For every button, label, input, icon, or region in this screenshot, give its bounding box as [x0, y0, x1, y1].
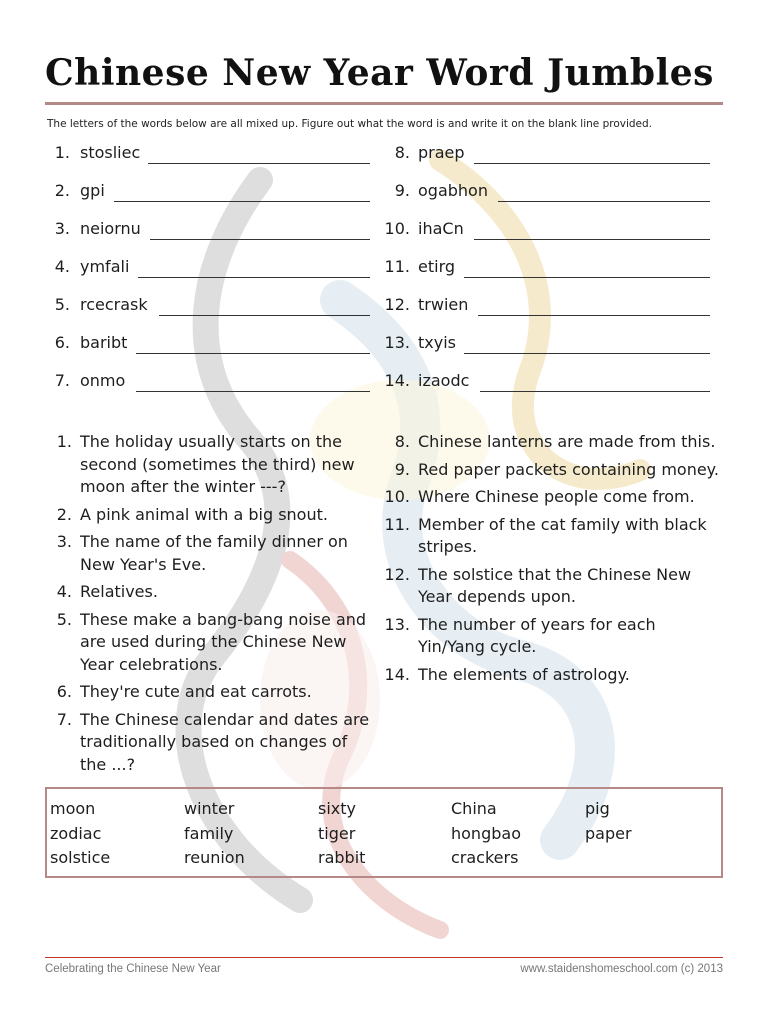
- clue-item: [384, 664, 724, 687]
- jumble-number: 4.: [54, 257, 70, 276]
- word-bank-word: rabbit: [318, 848, 366, 867]
- word-bank-word: moon: [50, 799, 96, 818]
- clue-number: 6.: [56, 682, 72, 701]
- word-bank-word: tiger: [318, 823, 356, 843]
- word-bank-word: zodiac: [50, 823, 102, 843]
- answer-blank[interactable]: [480, 391, 710, 392]
- clue-number: 13.: [384, 614, 410, 634]
- clue-number: 8.: [394, 432, 410, 451]
- jumble-number: 9.: [394, 181, 410, 200]
- word-bank-word: China: [451, 799, 497, 818]
- clue-number: 14.: [384, 664, 410, 684]
- jumble-word: baribt: [80, 333, 128, 352]
- answer-blank[interactable]: [464, 277, 710, 278]
- clue-text: Chinese lanterns are made from this.: [418, 432, 716, 451]
- word-bank-word: paper: [585, 823, 632, 843]
- clue-text: The solstice that the Chinese New Year depends upon.: [418, 564, 692, 606]
- jumble-word: stosliec: [80, 143, 141, 162]
- clue-item: [46, 431, 376, 499]
- answer-blank[interactable]: [478, 315, 710, 316]
- answer-blank[interactable]: [474, 239, 710, 240]
- footer-divider: [45, 957, 723, 958]
- word-bank-column: [451, 797, 521, 871]
- clue-number: 9.: [394, 459, 410, 479]
- word-bank: [45, 787, 723, 878]
- clue-text: Where Chinese people come from.: [418, 487, 695, 506]
- word-bank-column: [585, 797, 632, 846]
- clue-number: 4.: [56, 582, 72, 601]
- clue-item: [384, 614, 724, 659]
- jumble-word: neiornu: [80, 219, 141, 238]
- clue-text: The holiday usually starts on the second (sometimes the third) new moon after the winter ---?: [80, 432, 355, 496]
- jumble-word: onmo: [80, 371, 126, 390]
- clue-number: 12.: [384, 564, 410, 584]
- clue-text: They're cute and eat carrots.: [80, 682, 312, 701]
- instructions-text: The letters of the words below are all mixed up. Figure out what the word is and write it on the blank line provided.: [47, 118, 653, 130]
- jumble-number: 3.: [54, 219, 70, 238]
- answer-blank[interactable]: [159, 315, 370, 316]
- jumble-number: 13.: [384, 333, 410, 352]
- jumble-word: izaodc: [418, 371, 470, 390]
- clues-left: [46, 431, 376, 781]
- jumble-word: gpi: [80, 181, 105, 200]
- clue-item: [384, 564, 724, 609]
- clue-item: [384, 431, 724, 454]
- word-bank-column: [318, 797, 365, 871]
- word-bank-column: [50, 797, 110, 871]
- answer-blank[interactable]: [114, 201, 370, 202]
- jumble-number: 7.: [54, 371, 70, 390]
- clue-text: The Chinese calendar and dates are traditionally based on changes of the ...?: [80, 709, 370, 774]
- answer-blank[interactable]: [498, 201, 710, 202]
- clue-number: 5.: [56, 609, 72, 629]
- clue-text: The number of years for each Yin/Yang cycle.: [418, 614, 656, 656]
- word-bank-word: reunion: [184, 848, 245, 867]
- jumble-number: 12.: [384, 295, 410, 314]
- clue-text: The elements of astrology.: [418, 664, 630, 684]
- word-bank-word: pig: [585, 799, 610, 818]
- clue-text: Relatives.: [80, 582, 158, 601]
- answer-blank[interactable]: [474, 163, 710, 164]
- jumble-word: txyis: [418, 333, 456, 352]
- footer-title: Celebrating the Chinese New Year: [45, 963, 221, 975]
- jumble-number: 2.: [54, 181, 70, 200]
- clue-text: Member of the cat family with black stripes.: [418, 514, 707, 556]
- word-bank-word: hongbao: [451, 823, 521, 843]
- answer-blank[interactable]: [136, 391, 370, 392]
- answer-blank[interactable]: [136, 353, 370, 354]
- clue-item: [46, 581, 376, 604]
- footer-website-link[interactable]: www.staidenshomeschool.com (c) 2013: [520, 963, 723, 975]
- jumble-number: 1.: [54, 143, 70, 162]
- clue-item: [384, 486, 724, 509]
- answer-blank[interactable]: [148, 163, 370, 164]
- jumble-number: 6.: [54, 333, 70, 352]
- clues-right: [384, 431, 724, 691]
- clue-number: 3.: [56, 532, 72, 551]
- jumble-word: praep: [418, 143, 465, 162]
- clue-item: [46, 504, 376, 527]
- clue-item: [46, 531, 376, 576]
- jumble-word: ogabhon: [418, 181, 488, 200]
- clue-text: Red paper packets containing money.: [418, 459, 719, 479]
- jumble-number: 10.: [384, 219, 410, 238]
- word-bank-word: crackers: [451, 848, 519, 867]
- jumble-number: 14.: [384, 371, 410, 390]
- jumble-word: ihaCn: [418, 219, 464, 238]
- clue-item: [46, 609, 376, 677]
- jumble-number: 8.: [394, 143, 410, 162]
- word-bank-word: family: [184, 823, 234, 843]
- clue-item: [384, 514, 724, 559]
- clue-number: 7.: [56, 709, 72, 729]
- clue-number: 11.: [384, 514, 410, 534]
- clue-text: These make a bang-bang noise and are used during the Chinese New Year celebrations.: [80, 609, 367, 674]
- page-title: Chinese New Year Word Jumbles: [45, 52, 714, 94]
- clue-item: [46, 681, 376, 704]
- word-bank-word: sixty: [318, 799, 356, 818]
- answer-blank[interactable]: [150, 239, 370, 240]
- word-bank-column: [184, 797, 245, 871]
- jumble-word: etirg: [418, 257, 456, 276]
- answer-blank[interactable]: [464, 353, 710, 354]
- jumble-word: rcecrask: [80, 295, 148, 314]
- jumble-number: 11.: [384, 257, 410, 276]
- jumble-number: 5.: [54, 295, 70, 314]
- clue-text: The name of the family dinner on New Year's Eve.: [80, 532, 348, 574]
- word-bank-word: winter: [184, 799, 235, 818]
- jumble-word: ymfali: [80, 257, 130, 276]
- answer-blank[interactable]: [138, 277, 370, 278]
- clue-number: 10.: [384, 487, 410, 506]
- title-divider: [45, 102, 723, 105]
- clue-number: 1.: [56, 432, 72, 451]
- jumble-word: trwien: [418, 295, 469, 314]
- clue-number: 2.: [56, 504, 72, 524]
- clue-text: A pink animal with a big snout.: [80, 504, 328, 524]
- clue-item: [46, 709, 376, 777]
- clue-item: [384, 459, 724, 482]
- word-bank-word: solstice: [50, 848, 111, 867]
